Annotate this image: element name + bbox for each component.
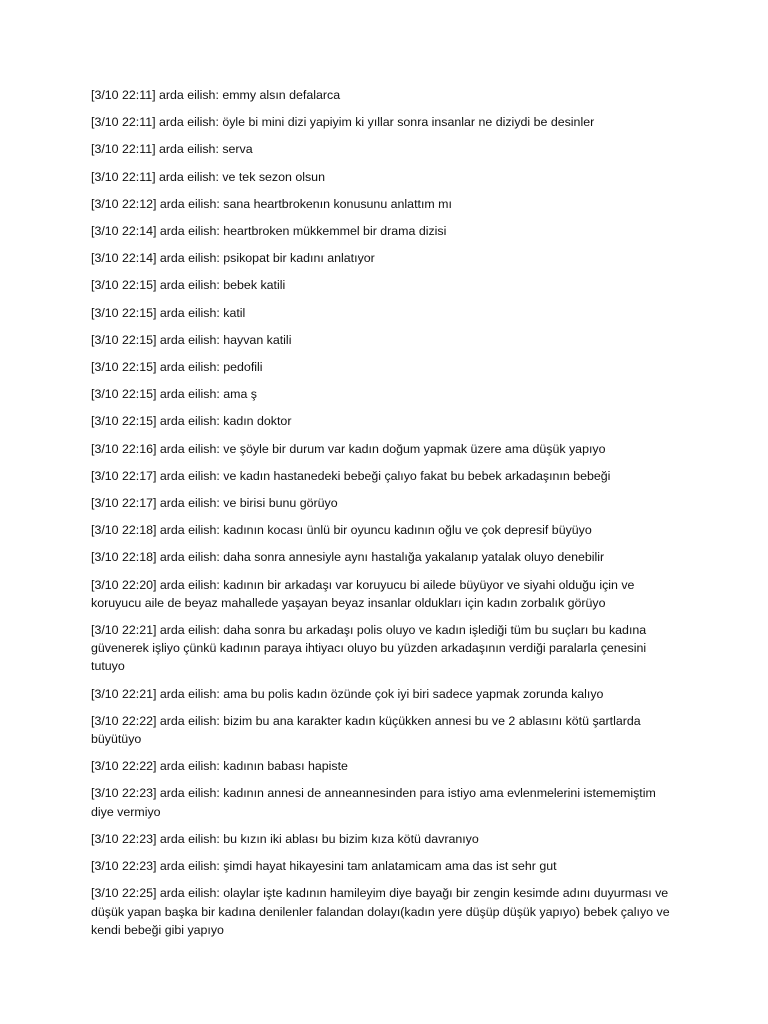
chat-line: [3/10 22:15] arda eilish: bebek katili <box>91 278 286 293</box>
chat-line: [3/10 22:20] arda eilish: kadının bir arkadaşı var koruyucu bi ailede büyüyor ve siyahi olduğu için ve koruyucu aile de beyaz mahallede yaşayan beyaz insanlar oldukları için kadın zorbalık görüyo <box>91 577 635 610</box>
chat-line: [3/10 22:25] arda eilish: olaylar işte kadının hamileyim diye bayağı bir zengin kesimde adını duyurması ve düşük yapan başka bir kadına denilenler falandan dolayı(kadın yere düşüp düşük yapıyo) bebek çalıyo ve kendi bebeği gibi yapıyo <box>91 886 670 937</box>
chat-line: [3/10 22:21] arda eilish: ama bu polis kadın özünde çok iyi biri sadece yapmak zorunda kalıyo <box>91 686 604 701</box>
chat-line: [3/10 22:21] arda eilish: daha sonra bu arkadaşı polis oluyo ve kadın işlediği tüm bu suçları bu kadına güvenerek işliyo çünkü kadının paraya ihtiyacı oluyo bu yüzden arkadaşının verdiği paralarla çenesini tutuyo <box>91 623 647 674</box>
chat-line: [3/10 22:15] arda eilish: katil <box>91 305 246 320</box>
chat-line: [3/10 22:11] arda eilish: ve tek sezon olsun <box>91 169 325 184</box>
chat-line: [3/10 22:22] arda eilish: kadının babası hapiste <box>91 759 348 774</box>
chat-line: [3/10 22:11] arda eilish: öyle bi mini dizi yapiyim ki yıllar sonra insanlar ne diziydi be desinler <box>91 115 595 130</box>
chat-line: [3/10 22:11] arda eilish: emmy alsın defalarca <box>91 88 341 102</box>
chat-line: [3/10 22:18] arda eilish: kadının kocası ünlü bir oyuncu kadının oğlu ve çok depresif büyüyo <box>91 523 592 538</box>
chat-line: [3/10 22:16] arda eilish: ve şöyle bir durum var kadın doğum yapmak üzere ama düşük yapıyo <box>91 441 606 456</box>
chat-line: [3/10 22:12] arda eilish: sana heartbrokenın konusunu anlattım mı <box>91 196 452 211</box>
chat-line: [3/10 22:23] arda eilish: şimdi hayat hikayesini tam anlatamicam ama das ist sehr gut <box>91 859 557 874</box>
chat-transcript <box>91 86 681 948</box>
chat-line: [3/10 22:17] arda eilish: ve birisi bunu görüyo <box>91 496 338 511</box>
chat-line: [3/10 22:22] arda eilish: bizim bu ana karakter kadın küçükken annesi bu ve 2 ablasını kötü şartlarda büyütüyo <box>91 713 641 747</box>
chat-line: [3/10 22:17] arda eilish: ve kadın hastanedeki bebeği çalıyo fakat bu bebek arkadaşının bebeği <box>91 468 611 483</box>
chat-line: [3/10 22:23] arda eilish: kadının annesi de anneannesinden para istiyo ama evlenmelerini istememiştim diye vermiyo <box>91 786 656 819</box>
chat-line: [3/10 22:11] arda eilish: serva <box>91 142 253 157</box>
chat-line: [3/10 22:15] arda eilish: hayvan katili <box>91 332 292 347</box>
chat-line: [3/10 22:15] arda eilish: pedofili <box>91 360 263 375</box>
chat-line: [3/10 22:15] arda eilish: kadın doktor <box>91 414 292 429</box>
chat-line: [3/10 22:18] arda eilish: daha sonra annesiyle aynı hastalığa yakalanıp yatalak oluyo denebilir <box>91 550 605 565</box>
chat-line: [3/10 22:14] arda eilish: heartbroken mükkemmel bir drama dizisi <box>91 224 447 239</box>
chat-line: [3/10 22:15] arda eilish: ama ş <box>91 387 257 402</box>
chat-line: [3/10 22:14] arda eilish: psikopat bir kadını anlatıyor <box>91 251 375 266</box>
chat-line: [3/10 22:23] arda eilish: bu kızın iki ablası bu bizim kıza kötü davranıyo <box>91 831 479 846</box>
